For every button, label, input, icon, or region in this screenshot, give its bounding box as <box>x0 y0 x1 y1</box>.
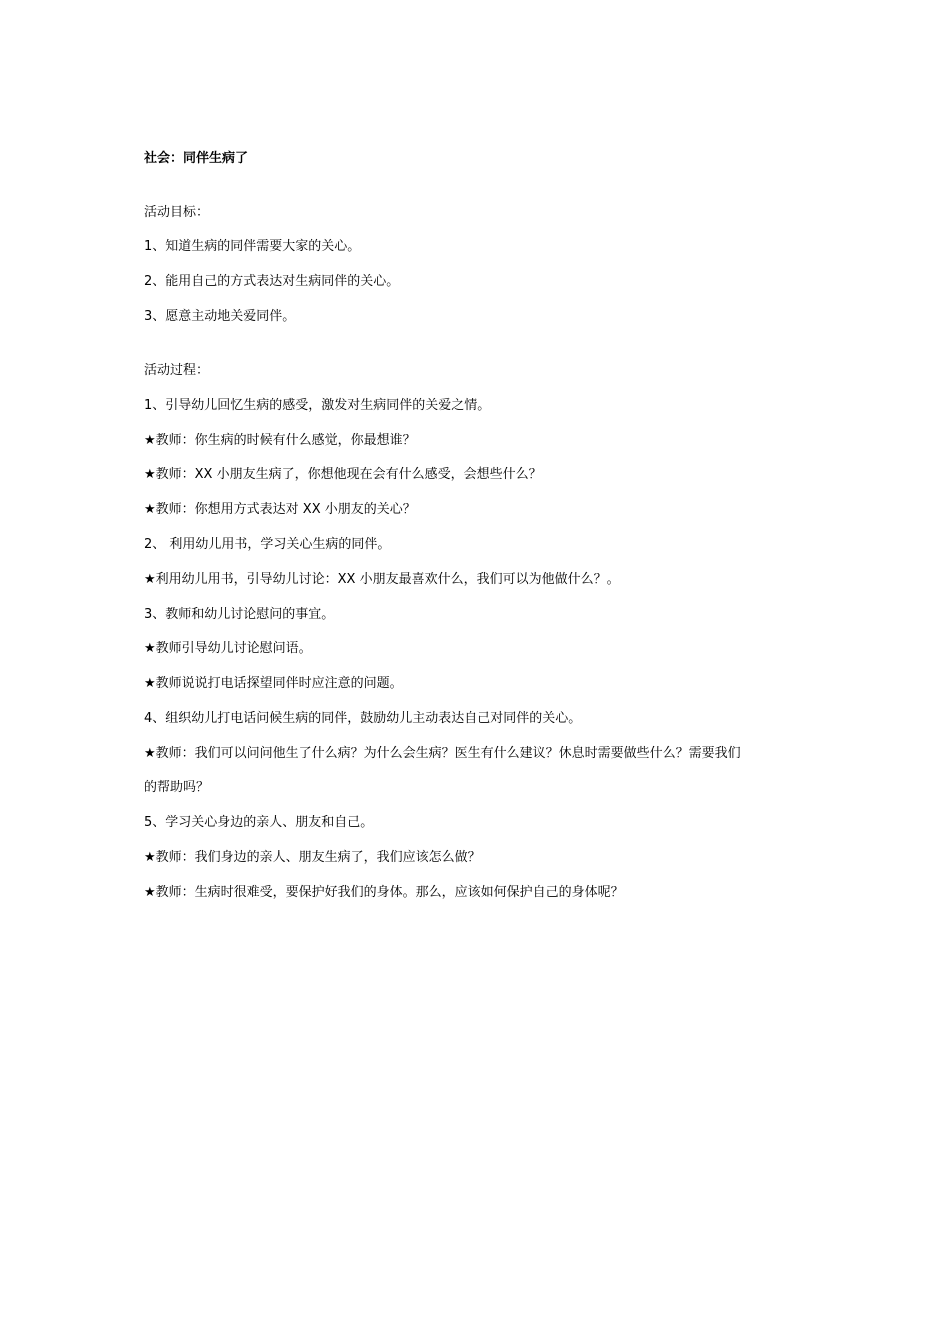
goal-item-2: 2、能用自己的方式表达对生病同伴的关心。 <box>144 274 400 289</box>
process-line: ★利用幼儿用书，引导幼儿讨论：XX 小朋友最喜欢什么，我们可以为他做什么？。 <box>144 572 620 587</box>
process-line: ★教师：你生病的时候有什么感觉，你最想谁？ <box>144 433 416 448</box>
process-line: 的帮助吗？ <box>144 780 210 795</box>
goal-item-3: 3、愿意主动地关爱同伴。 <box>144 309 296 324</box>
process-line: ★教师说说打电话探望同伴时应注意的问题。 <box>144 676 403 691</box>
document-title: 社会：同伴生病了 <box>144 151 249 166</box>
process-line: ★教师：XX 小朋友生病了，你想他现在会有什么感受，会想些什么？ <box>144 467 542 482</box>
process-step-5: 5、学习关心身边的亲人、朋友和自己。 <box>144 815 374 830</box>
process-line: ★教师：我们身边的亲人、朋友生病了，我们应该怎么做？ <box>144 850 481 865</box>
process-step-4: 4、组织幼儿打电话问候生病的同伴，鼓励幼儿主动表达自己对同伴的关心。 <box>144 711 582 726</box>
goals-heading: 活动目标： <box>144 205 210 220</box>
process-step-2: 2、 利用幼儿用书，学习关心生病的同伴。 <box>144 537 391 552</box>
process-line: ★教师：你想用方式表达对 XX 小朋友的关心？ <box>144 502 416 517</box>
process-heading: 活动过程： <box>144 363 210 378</box>
process-line: ★教师引导幼儿讨论慰问语。 <box>144 641 312 656</box>
goal-item-1: 1、知道生病的同伴需要大家的关心。 <box>144 239 361 254</box>
process-step-1: 1、引导幼儿回忆生病的感受，激发对生病同伴的关爱之情。 <box>144 398 491 413</box>
process-step-3: 3、教师和幼儿讨论慰问的事宜。 <box>144 607 335 622</box>
process-line: ★教师：生病时很难受，要保护好我们的身体。那么，应该如何保护自己的身体呢？ <box>144 885 624 900</box>
process-line: ★教师：我们可以问问他生了什么病？为什么会生病？医生有什么建议？休息时需要做些什么？需要我们 <box>144 746 741 761</box>
